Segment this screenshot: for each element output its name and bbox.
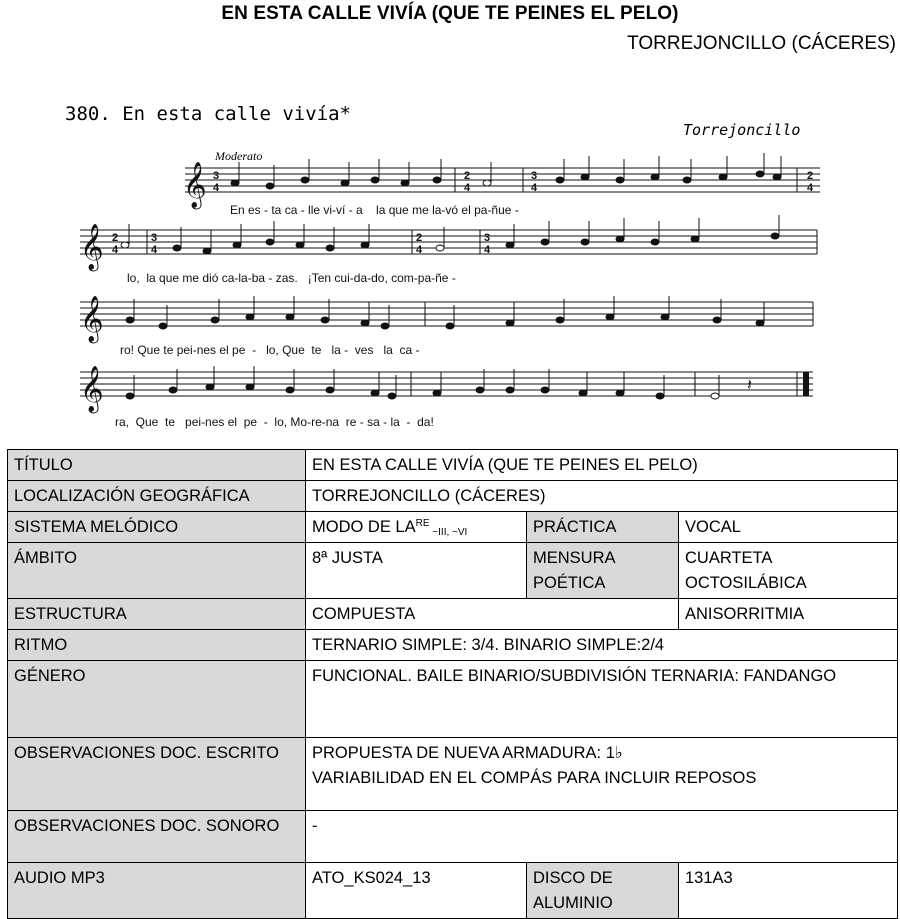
- row-ritmo: [8, 630, 898, 661]
- label-obs-sonoro: OBSERVACIONES DOC. SONORO: [8, 811, 306, 863]
- label-localizacion: LOCALIZACIÓN GEOGRÁFICA: [8, 481, 306, 512]
- score-tempo: Moderato: [215, 149, 263, 163]
- svg-text:2: 2: [464, 170, 471, 182]
- sistema-sup: RE: [415, 518, 430, 529]
- label-mensura: MENSURA POÉTICA: [527, 543, 679, 599]
- label-ritmo: RITMO: [8, 630, 306, 661]
- value-mensura: CUARTETA OCTOSILÁBICA: [679, 543, 898, 599]
- label-audio: AUDIO MP3: [8, 863, 306, 919]
- svg-text:4: 4: [531, 182, 538, 194]
- svg-text:4: 4: [416, 244, 423, 256]
- obs-escrito-line-1: PROPUESTA DE NUEVA ARMADURA: 1♭: [312, 744, 623, 762]
- metadata-table: [7, 449, 898, 919]
- svg-text:𝄞: 𝄞: [80, 297, 104, 341]
- svg-text:2: 2: [416, 232, 423, 244]
- value-obs-escrito: [306, 738, 898, 811]
- row-obs-escrito: [8, 738, 898, 811]
- svg-text:4: 4: [213, 182, 220, 194]
- value-audio: ATO_KS024_13: [306, 863, 527, 919]
- staff-system-2: [80, 230, 817, 254]
- sistema-sub: ~III, ~VI: [429, 527, 468, 538]
- svg-text:4: 4: [484, 244, 491, 256]
- svg-text:3: 3: [484, 232, 491, 244]
- svg-text:3: 3: [213, 170, 220, 182]
- row-localizacion: [8, 481, 898, 512]
- label-genero: GÉNERO: [8, 661, 306, 738]
- value-disco: 131A3: [679, 863, 898, 919]
- svg-text:𝄞: 𝄞: [183, 163, 207, 207]
- row-obs-sonoro: [8, 811, 898, 863]
- staff-system-4: [80, 372, 813, 396]
- value-localizacion: TORREJONCILLO (CÁCERES): [306, 481, 898, 512]
- lyrics-line-1: En es - ta ca - lle vi-ví - a la que me la-vó el pa-ñue -: [230, 203, 519, 217]
- music-score-image: [55, 90, 890, 435]
- svg-text:3: 3: [531, 170, 538, 182]
- svg-text:4: 4: [151, 244, 158, 256]
- value-genero: FUNCIONAL. BAILE BINARIO/SUBDIVISIÓN TERNARIA: FANDANGO: [306, 661, 898, 738]
- document-location: TORREJONCILLO (CÁCERES): [627, 33, 896, 54]
- value-practica: VOCAL: [679, 512, 898, 543]
- lyrics-line-4: ra, Que te pei-nes el pe - lo, Mo-re-na re - sa - la - da!: [115, 415, 434, 429]
- row-sistema: [8, 512, 898, 543]
- label-ambito: ÁMBITO: [8, 543, 306, 599]
- score-lyrics: [115, 203, 519, 429]
- staff-system-3: [80, 302, 813, 326]
- svg-text:𝄞: 𝄞: [80, 367, 104, 411]
- value-anisorritmia: ANISORRITMIA: [679, 599, 898, 630]
- treble-clefs: [80, 162, 207, 414]
- sistema-main: MODO DE LA: [312, 518, 416, 536]
- svg-text:4: 4: [807, 182, 814, 194]
- lyrics-line-2: lo, la que me dió ca-la-ba - zas. ¡Ten cui-da-do, com-pa-ñe -: [127, 271, 456, 285]
- svg-text:2: 2: [112, 232, 119, 244]
- value-ambito: 8ª JUSTA: [306, 543, 527, 599]
- score-number-title: 380. En esta calle vivía*: [65, 103, 351, 125]
- svg-text:4: 4: [112, 244, 119, 256]
- label-obs-escrito: OBSERVACIONES DOC. ESCRITO: [8, 738, 306, 811]
- obs-escrito-line-2: VARIABILIDAD EN EL COMPÁS PARA INCLUIR REPOSOS: [312, 769, 757, 787]
- label-sistema: SISTEMA MELÓDICO: [8, 512, 306, 543]
- value-estructura: COMPUESTA: [306, 599, 679, 630]
- svg-text:3: 3: [151, 232, 158, 244]
- label-practica: PRÁCTICA: [527, 512, 679, 543]
- value-obs-sonoro: -: [306, 811, 898, 863]
- label-titulo: TÍTULO: [8, 450, 306, 481]
- row-genero: [8, 661, 898, 738]
- value-ritmo: TERNARIO SIMPLE: 3/4. BINARIO SIMPLE:2/4: [306, 630, 898, 661]
- row-titulo: [8, 450, 898, 481]
- row-audio: [8, 863, 898, 919]
- document-title: EN ESTA CALLE VIVÍA (QUE TE PEINES EL PELO): [221, 3, 679, 24]
- svg-text:2: 2: [807, 170, 814, 182]
- svg-text:4: 4: [464, 182, 471, 194]
- value-titulo: EN ESTA CALLE VIVÍA (QUE TE PEINES EL PELO): [306, 450, 898, 481]
- label-disco: DISCO DE ALUMINIO: [527, 863, 679, 919]
- svg-text:𝄞: 𝄞: [80, 225, 104, 269]
- score-place: Torrejoncillo: [683, 121, 801, 139]
- label-estructura: ESTRUCTURA: [8, 599, 306, 630]
- value-sistema: [306, 512, 527, 543]
- row-estructura: [8, 599, 898, 630]
- lyrics-line-3: ro! Que te pei-nes el pe - lo, Que te la - ves la ca -: [120, 343, 420, 357]
- svg-text:𝄽: 𝄽: [747, 377, 752, 394]
- row-ambito: [8, 543, 898, 599]
